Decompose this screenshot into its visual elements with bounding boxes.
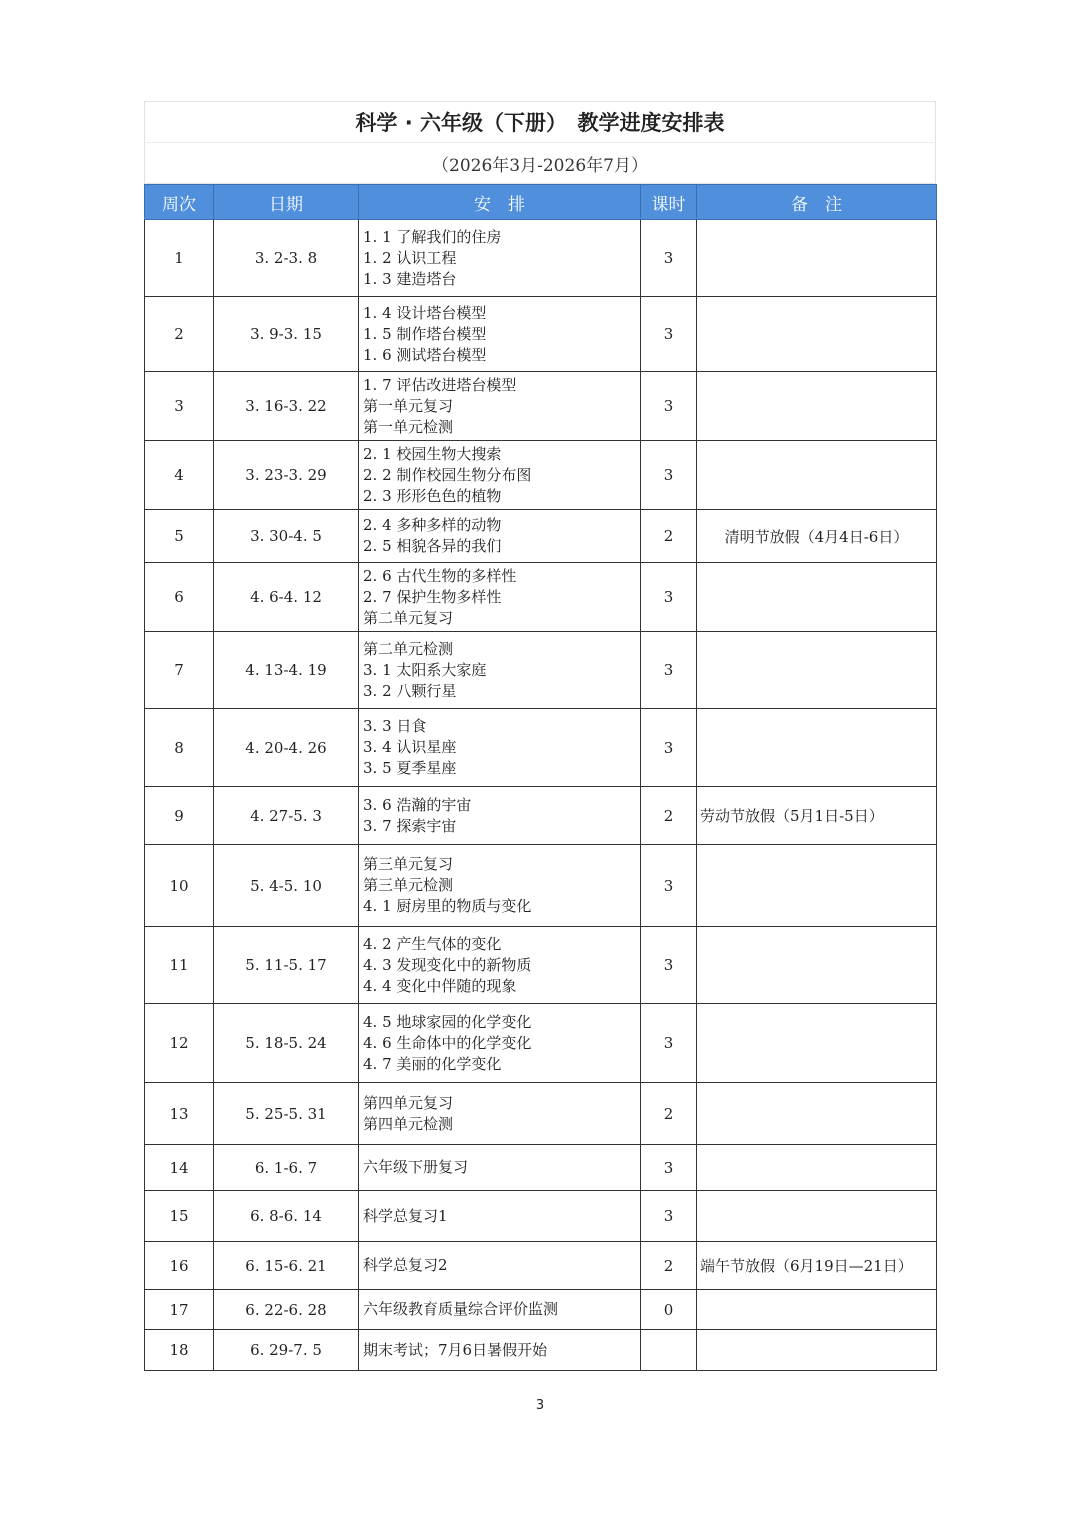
table-row <box>145 1330 937 1371</box>
date-cell: 4. 20-4. 26 <box>214 709 359 787</box>
plan-cell <box>359 1330 641 1371</box>
table-row <box>145 1145 937 1191</box>
note-cell <box>697 1290 937 1330</box>
table-row <box>145 927 937 1004</box>
table-row <box>145 787 937 845</box>
week-cell: 11 <box>145 927 214 1004</box>
table-row <box>145 297 937 372</box>
note-cell <box>697 927 937 1004</box>
plan-line: 第三单元检测 <box>363 876 454 894</box>
note-cell <box>697 220 937 297</box>
note-cell <box>697 441 937 510</box>
hours-cell: 3 <box>641 1191 697 1242</box>
plan-line: 六年级教育质量综合评价监测 <box>363 1300 559 1318</box>
hours-cell: 2 <box>641 1083 697 1145</box>
week-cell: 14 <box>145 1145 214 1191</box>
plan-line: 科学总复习2 <box>363 1256 448 1274</box>
date-cell: 4. 27-5. 3 <box>214 787 359 845</box>
date-cell: 3. 23-3. 29 <box>214 441 359 510</box>
table-row <box>145 220 937 297</box>
plan-cell <box>359 1083 641 1145</box>
date-cell: 5. 25-5. 31 <box>214 1083 359 1145</box>
plan-line: 4. 3 发现变化中的新物质 <box>363 955 532 974</box>
plan-cell <box>359 1290 641 1330</box>
plan-line: 第二单元检测 <box>363 639 454 658</box>
plan-cell <box>359 1145 641 1191</box>
week-cell: 1 <box>145 220 214 297</box>
plan-line: 3. 4 认识星座 <box>363 738 457 756</box>
week-cell: 13 <box>145 1083 214 1145</box>
hours-cell: 3 <box>641 1004 697 1083</box>
table-row <box>145 1242 937 1290</box>
schedule-table <box>144 184 937 1371</box>
plan-line: 2. 3 形形色色的植物 <box>363 486 502 505</box>
note-cell <box>697 632 937 709</box>
header-week: 周次 <box>145 185 214 220</box>
plan-line: 3. 3 日食 <box>363 717 427 735</box>
plan-line: 3. 2 八颗行星 <box>363 681 457 700</box>
table-row <box>145 441 937 510</box>
plan-line: 科学总复习1 <box>363 1206 448 1225</box>
page-number: 3 <box>535 1398 545 1413</box>
plan-cell <box>359 220 641 297</box>
week-cell: 4 <box>145 441 214 510</box>
date-cell: 4. 6-4. 12 <box>214 563 359 632</box>
hours-cell: 3 <box>641 441 697 510</box>
week-cell: 6 <box>145 563 214 632</box>
date-cell: 6. 8-6. 14 <box>214 1191 359 1242</box>
plan-cell <box>359 510 641 563</box>
date-cell: 6. 22-6. 28 <box>214 1290 359 1330</box>
table-row <box>145 372 937 441</box>
date-cell: 3. 16-3. 22 <box>214 372 359 441</box>
plan-cell <box>359 441 641 510</box>
note-cell: 劳动节放假（5月1日-5日） <box>697 787 937 845</box>
plan-cell <box>359 787 641 845</box>
hours-cell: 2 <box>641 1242 697 1290</box>
plan-line: 第一单元检测 <box>363 417 454 436</box>
plan-line: 4. 5 地球家园的化学变化 <box>363 1012 532 1031</box>
plan-cell <box>359 632 641 709</box>
week-cell: 2 <box>145 297 214 372</box>
note-cell: 端午节放假（6月19日—21日） <box>697 1242 937 1290</box>
date-cell: 6. 29-7. 5 <box>214 1330 359 1371</box>
date-cell: 5. 11-5. 17 <box>214 927 359 1004</box>
table-row <box>145 510 937 563</box>
hours-cell: 3 <box>641 563 697 632</box>
date-cell: 6. 15-6. 21 <box>214 1242 359 1290</box>
plan-line: 4. 1 厨房里的物质与变化 <box>363 897 532 915</box>
plan-line: 第四单元检测 <box>363 1114 454 1133</box>
note-cell <box>697 563 937 632</box>
week-cell: 15 <box>145 1191 214 1242</box>
week-cell: 10 <box>145 845 214 927</box>
table-body <box>145 220 937 1371</box>
plan-line: 六年级下册复习 <box>363 1158 469 1176</box>
plan-cell <box>359 845 641 927</box>
plan-line: 1. 7 评估改进塔台模型 <box>363 375 517 394</box>
plan-cell <box>359 1242 641 1290</box>
date-cell: 5. 4-5. 10 <box>214 845 359 927</box>
note-cell <box>697 845 937 927</box>
header-hours: 课时 <box>641 185 697 220</box>
note-cell <box>697 1191 937 1242</box>
week-cell: 18 <box>145 1330 214 1371</box>
plan-line: 1. 3 建造塔台 <box>363 269 457 288</box>
plan-cell <box>359 563 641 632</box>
plan-line: 1. 1 了解我们的住房 <box>363 227 502 246</box>
plan-cell <box>359 927 641 1004</box>
schedule-sheet <box>144 101 936 1371</box>
week-cell: 16 <box>145 1242 214 1290</box>
plan-cell <box>359 372 641 441</box>
plan-cell <box>359 709 641 787</box>
plan-cell <box>359 1004 641 1083</box>
table-header-row <box>145 185 937 220</box>
table-row <box>145 1290 937 1330</box>
note-cell <box>697 1330 937 1371</box>
table-row <box>145 563 937 632</box>
plan-line: 第三单元复习 <box>363 855 454 873</box>
plan-line: 1. 5 制作塔台模型 <box>363 324 487 343</box>
hours-cell: 2 <box>641 787 697 845</box>
plan-line: 3. 1 太阳系大家庭 <box>363 660 487 679</box>
hours-cell <box>641 1330 697 1371</box>
plan-line: 3. 6 浩瀚的宇宙 <box>363 795 472 814</box>
plan-line: 3. 5 夏季星座 <box>363 759 457 777</box>
header-plan: 安 排 <box>359 185 641 220</box>
note-cell <box>697 372 937 441</box>
hours-cell: 3 <box>641 632 697 709</box>
date-cell: 6. 1-6. 7 <box>214 1145 359 1191</box>
date-cell: 3. 30-4. 5 <box>214 510 359 563</box>
date-cell: 4. 13-4. 19 <box>214 632 359 709</box>
plan-line: 第二单元复习 <box>363 608 454 627</box>
table-row <box>145 1083 937 1145</box>
table-row <box>145 632 937 709</box>
table-row <box>145 1004 937 1083</box>
plan-line: 1. 2 认识工程 <box>363 248 457 267</box>
week-cell: 3 <box>145 372 214 441</box>
note-cell <box>697 1083 937 1145</box>
plan-line: 1. 4 设计塔台模型 <box>363 303 487 322</box>
hours-cell: 3 <box>641 845 697 927</box>
note-cell <box>697 1145 937 1191</box>
week-cell: 8 <box>145 709 214 787</box>
week-cell: 17 <box>145 1290 214 1330</box>
hours-cell: 3 <box>641 220 697 297</box>
hours-cell: 3 <box>641 1145 697 1191</box>
plan-line: 2. 5 相貌各异的我们 <box>363 537 502 555</box>
week-cell: 7 <box>145 632 214 709</box>
plan-line: 2. 6 古代生物的多样性 <box>363 566 517 585</box>
hours-cell: 3 <box>641 372 697 441</box>
date-cell: 3. 2-3. 8 <box>214 220 359 297</box>
date-cell: 3. 9-3. 15 <box>214 297 359 372</box>
plan-line: 第一单元复习 <box>363 396 454 415</box>
hours-cell: 2 <box>641 510 697 563</box>
plan-line: 期末考试；7月6日暑假开始 <box>363 1340 548 1359</box>
plan-line: 4. 4 变化中伴随的现象 <box>363 976 517 995</box>
table-row <box>145 1191 937 1242</box>
plan-line: 第四单元复习 <box>363 1093 454 1112</box>
plan-line: 4. 7 美丽的化学变化 <box>363 1054 502 1073</box>
header-date: 日期 <box>214 185 359 220</box>
plan-line: 3. 7 探索宇宙 <box>363 816 457 835</box>
week-cell: 12 <box>145 1004 214 1083</box>
note-cell: 清明节放假（4月4日-6日） <box>697 510 937 563</box>
hours-cell: 3 <box>641 709 697 787</box>
hours-cell: 3 <box>641 927 697 1004</box>
table-row <box>145 845 937 927</box>
week-cell: 9 <box>145 787 214 845</box>
page-title: 科学 · 六年级（下册） 教学进度安排表 <box>144 101 936 142</box>
plan-line: 4. 2 产生气体的变化 <box>363 934 502 953</box>
week-cell: 5 <box>145 510 214 563</box>
plan-cell <box>359 1191 641 1242</box>
table-row <box>145 709 937 787</box>
plan-line: 2. 4 多种多样的动物 <box>363 516 502 534</box>
note-cell <box>697 709 937 787</box>
note-cell <box>697 1004 937 1083</box>
plan-line: 4. 6 生命体中的化学变化 <box>363 1033 532 1052</box>
plan-line: 2. 2 制作校园生物分布图 <box>363 465 532 484</box>
page-subtitle: （2026年3月-2026年7月） <box>144 142 936 184</box>
hours-cell: 0 <box>641 1290 697 1330</box>
plan-line: 2. 1 校园生物大搜索 <box>363 444 502 463</box>
plan-line: 1. 6 测试塔台模型 <box>363 345 487 364</box>
date-cell: 5. 18-5. 24 <box>214 1004 359 1083</box>
note-cell <box>697 297 937 372</box>
plan-cell <box>359 297 641 372</box>
plan-line: 2. 7 保护生物多样性 <box>363 587 502 606</box>
hours-cell: 3 <box>641 297 697 372</box>
header-note: 备 注 <box>697 185 937 220</box>
